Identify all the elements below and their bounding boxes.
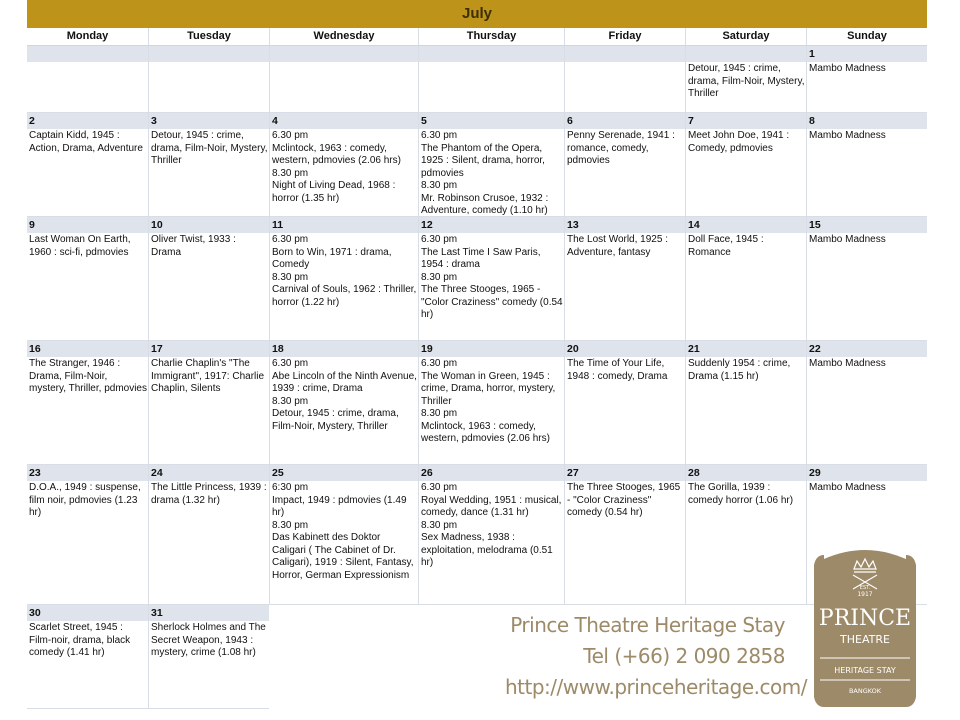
day-events: Captain Kidd, 1945 : Action, Drama, Adventure [29,130,143,154]
day-events: Doll Face, 1945 : Romance [688,234,764,258]
day-cell [27,46,148,113]
day-events: Sherlock Holmes and The Secret Weapon, 1943 : mystery, crime (1.08 hr) [151,622,266,658]
day-number: 4 [270,113,418,129]
day-events: Mambo Madness [809,130,886,141]
day-events: Mambo Madness [809,358,886,369]
day-number: 10 [149,217,269,233]
day-number: 26 [419,465,564,481]
day-cell [269,217,418,341]
day-number: 30 [27,605,148,621]
logo-est: EST. [859,585,871,591]
calendar-week-row [27,465,927,605]
day-number: 19 [419,341,564,357]
day-events [27,62,148,63]
day-events: The Gorilla, 1939 : comedy horror (1.06 hr) [688,482,794,506]
day-events: Meet John Doe, 1941 : Comedy, pdmovies [688,130,790,154]
day-number: 9 [27,217,148,233]
day-cell [148,465,269,605]
day-number [419,46,564,62]
footer-contact [505,610,807,703]
day-events [565,62,685,63]
day-cell [148,605,269,709]
day-number: 16 [27,341,148,357]
day-events: Penny Serenade, 1941 : romance, comedy, pdmovies [567,130,675,166]
day-events [270,62,418,63]
day-cell [685,113,806,217]
day-number: 25 [270,465,418,481]
day-cell [148,113,269,217]
day-number: 22 [807,341,927,357]
day-events: D.O.A., 1949 : suspense, film noir, pdmovies (1.23 hr) [29,482,141,518]
day-events: Scarlet Street, 1945 : Film-noir, drama, black comedy (1.41 hr) [29,622,131,658]
day-number: 2 [27,113,148,129]
weekday-friday: Friday [564,28,685,45]
day-events: 6.30 pm The Woman in Green, 1945 : crime, Drama, horror, mystery, Thriller 8.30 pm Mclintock, 1963 : comedy, western, pdmovies (2.06 hrs) [421,358,556,444]
day-events: Oliver Twist, 1933 : Drama [151,234,236,258]
day-events: 6.30 pm The Last Time I Saw Paris, 1954 : drama 8.30 pm The Three Stooges, 1965 - "Color Craziness" comedy (0.54 hr) [421,234,563,320]
day-events: Mambo Madness [809,63,886,74]
day-cell [685,217,806,341]
day-events: The Lost World, 1925 : Adventure, fantasy [567,234,668,258]
day-number: 17 [149,341,269,357]
day-events: 6:30 pm Impact, 1949 : pdmovies (1.49 hr) 8.30 pm Das Kabinett des Doktor Caligari ( The Cabinet of Dr. Caligari), 1919 : Silent, Fantasy, Horror, German Expressionism [272,482,414,581]
weekday-sunday: Sunday [806,28,927,45]
day-cell [148,341,269,465]
day-events: Suddenly 1954 : crime, Drama (1.15 hr) [688,358,791,382]
day-cell [27,465,148,605]
day-cell [564,113,685,217]
day-number [686,46,806,62]
weekday-wednesday: Wednesday [269,28,418,45]
day-number: 8 [807,113,927,129]
day-events: Mambo Madness [809,234,886,245]
day-events: The Time of Your Life, 1948 : comedy, Drama [567,358,668,382]
day-cell [27,341,148,465]
day-cell [418,341,564,465]
day-cell [269,46,418,113]
calendar-week-row [27,341,927,465]
day-number: 29 [807,465,927,481]
day-cell [564,46,685,113]
day-cell [418,217,564,341]
logo-theatre: THEATRE [840,633,890,646]
calendar-week-row [27,217,927,341]
day-cell [418,113,564,217]
weekday-tuesday: Tuesday [148,28,269,45]
day-events: 6.30 pm Abe Lincoln of the Ninth Avenue, 1939 : crime, Drama 8.30 pm Detour, 1945 : crime, drama, Film-Noir, Mystery, Thriller [272,358,417,432]
day-events [149,62,269,63]
day-events: Last Woman On Earth, 1960 : sci-fi, pdmovies [29,234,131,258]
day-cell [685,341,806,465]
day-events: 6.30 pm Mclintock, 1963 : comedy, western, pdmovies (2.06 hrs) 8.30 pm Night of Living Dead, 1968 : horror (1.35 hr) [272,130,401,204]
day-number: 27 [565,465,685,481]
calendar-weeks [27,46,927,709]
day-number: 3 [149,113,269,129]
day-events: The Little Princess, 1939 : drama (1.32 hr) [151,482,267,506]
month-title: July [27,0,927,28]
day-cell [806,46,927,113]
day-cell [418,46,564,113]
day-number: 24 [149,465,269,481]
day-cell [27,605,148,709]
business-name: Prince Theatre Heritage Stay [510,613,785,637]
day-events: The Stranger, 1946 : Drama, Film-Noir, mystery, Thriller, pdmovies [29,358,147,394]
day-number: 5 [419,113,564,129]
day-cell [27,217,148,341]
day-cell [685,465,806,605]
day-number: 6 [565,113,685,129]
day-number: 1 [807,46,927,62]
day-number: 15 [807,217,927,233]
day-number: 23 [27,465,148,481]
weekday-monday: Monday [66,30,109,42]
day-number: 18 [270,341,418,357]
logo-city: BANGKOK [848,687,882,695]
day-events [419,62,564,63]
day-cell [564,465,685,605]
day-cell [806,341,927,465]
day-events: Detour, 1945 : crime, drama, Film-Noir, Mystery, Thriller [151,130,268,166]
day-events: The Three Stooges, 1965 - "Color Craziness" comedy (0.54 hr) [567,482,681,518]
day-events: Charlie Chaplin's "The Immigrant", 1917: Charlie Chaplin, Silents [151,358,265,394]
day-number: 7 [686,113,806,129]
day-cell [564,341,685,465]
day-number: 11 [270,217,418,233]
prince-theatre-logo [806,545,924,711]
day-cell [269,113,418,217]
telephone: Tel (+66) 2 090 2858 [583,644,785,668]
calendar-week-row [27,113,927,217]
day-cell [269,465,418,605]
day-number [27,46,148,62]
logo-prince: PRINCE [818,606,912,631]
day-number: 31 [149,605,269,621]
weekday-thursday: Thursday [418,28,564,45]
day-number [565,46,685,62]
day-cell [148,46,269,113]
day-events: Mambo Madness [809,482,886,493]
day-number [270,46,418,62]
website-url: http://www.princeheritage.com/ [505,675,807,699]
day-number: 20 [565,341,685,357]
weekday-saturday: Saturday [685,28,806,45]
day-cell [269,341,418,465]
day-number: 12 [419,217,564,233]
logo-year: 1917 [857,591,873,598]
day-cell [685,46,806,113]
day-number: 13 [565,217,685,233]
day-number [149,46,269,62]
day-number: 14 [686,217,806,233]
day-cell [564,217,685,341]
weekday-header [27,28,927,46]
day-cell [27,113,148,217]
day-cell [418,465,564,605]
day-events: Detour, 1945 : crime, drama, Film-Noir, Mystery, Thriller [688,63,805,99]
day-cell [806,217,927,341]
day-events: 6.30 pm Born to Win, 1971 : drama, Comedy 8.30 pm Carnival of Souls, 1962 : Thriller, horror (1.22 hr) [272,234,417,308]
day-number: 28 [686,465,806,481]
logo-heritage: HERITAGE STAY [834,666,896,675]
calendar [27,0,927,709]
day-events: 6.30 pm The Phantom of the Opera, 1925 : Silent, drama, horror, pdmovies 8.30 pm Mr. Robinson Crusoe, 1932 : Adventure, comedy (1.10 hr) [421,130,549,216]
day-cell [148,217,269,341]
day-cell [806,113,927,217]
day-events: 6.30 pm Royal Wedding, 1951 : musical, comedy, dance (1.31 hr) 8.30 pm Sex Madness, 1938 : exploitation, melodrama (0.51 hr) [421,482,562,568]
day-number: 21 [686,341,806,357]
calendar-week-row [27,46,927,113]
